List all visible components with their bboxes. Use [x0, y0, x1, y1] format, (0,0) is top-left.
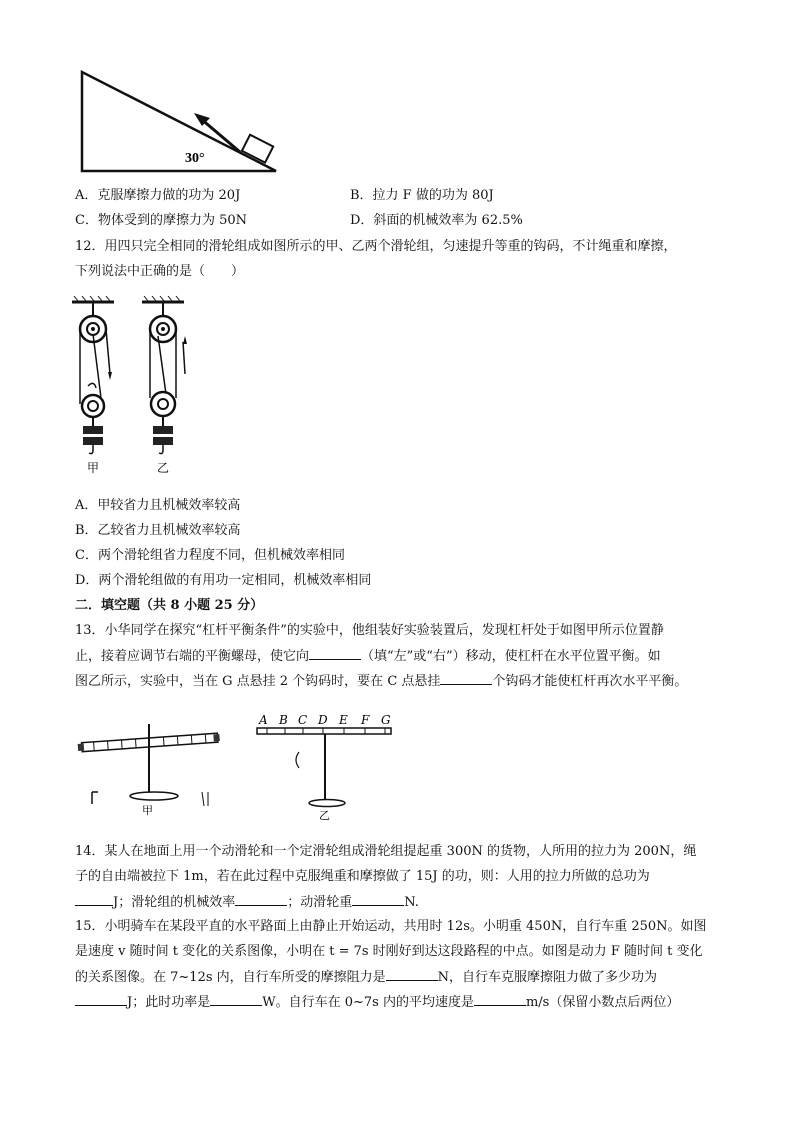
q13-line2-text-a: 止，接着应调节右端的平衡螺母，使它向	[75, 649, 310, 664]
q15-line4-text-a: J；此时功率是	[127, 995, 211, 1010]
q12-option-d: D．两个滑轮组做的有用功一定相同，机械效率相同	[75, 573, 372, 588]
lever-point-g: G	[381, 713, 391, 727]
lever-point-f: F	[361, 713, 370, 727]
q12-option-a: A．甲较省力且机械效率较高	[75, 498, 241, 513]
q14-line3-text-b: ；动滑轮重	[287, 895, 353, 910]
lever-figure-yi	[255, 712, 405, 832]
q11-option-c: C．物体受到的摩擦力为 50N	[75, 213, 247, 228]
q13-stem-line2	[75, 647, 661, 666]
q13-blank-1[interactable]	[309, 647, 361, 660]
lever-point-e: E	[339, 713, 348, 727]
q12-option-c: C．两个滑轮组省力程度不同，但机械效率相同	[75, 548, 345, 563]
q14-blank-1[interactable]	[75, 893, 113, 906]
q14-stem-line1: 14．某人在地面上用一个动滑轮和一个定滑轮组成滑轮组提起重 300N 的货物，人所用的拉力为 200N，绳	[75, 844, 697, 859]
q12-stem-line2: 下列说法中正确的是（ ）	[75, 264, 245, 279]
lever-point-d: D	[318, 713, 328, 727]
q13-line2-text-b: （填“左”或“右”）移动，使杠杆在水平位置平衡。如	[361, 649, 661, 664]
lever-point-b: B	[279, 713, 288, 727]
q15-stem-line2: 是速度 v 随时间 t 变化的关系图像，小明在 t = 7s 时刚好到达这段路程的中点。如图是动力 F 随时间 t 变化	[75, 944, 703, 959]
q11-option-a: A．克服摩擦力做的功为 20J	[75, 188, 241, 203]
incline-figure	[70, 68, 290, 178]
pulley-label-yi: 乙	[157, 461, 170, 475]
q12-stem-line1: 12．用四只完全相同的滑轮组成如图所示的甲、乙两个滑轮组，匀速提升等重的钩码，不计绳重和摩擦，	[75, 239, 677, 254]
q14-line3-text-c: N.	[404, 895, 419, 910]
q15-stem-line4	[75, 993, 679, 1012]
lever-label-jia: 甲	[142, 804, 153, 817]
section-fill-blank-heading: 二．填空题（共 8 小题 25 分）	[75, 598, 264, 613]
lever-point-a: A	[259, 713, 268, 727]
q15-stem-line1: 15．小明骑车在某段平直的水平路面上由静止开始运动，共用时 12s。小明重 450N，自行车重 250N。如图	[75, 919, 707, 934]
q15-stem-line3	[75, 968, 657, 987]
q13-line3-text-a: 图乙所示，实验中，当在 G 点悬挂 2 个钩码时，要在 C 点悬挂	[75, 674, 441, 689]
q11-option-b: B．拉力 F 做的功为 80J	[350, 188, 494, 203]
q13-blank-2[interactable]	[440, 672, 492, 685]
q15-line3-text-a: 的关系图像。在 7~12s 内，自行车所受的摩擦阻力是	[75, 970, 386, 985]
q14-blank-3[interactable]	[352, 893, 404, 906]
pulley-label-jia: 甲	[87, 461, 100, 475]
q15-line4-text-b: W。自行车在 0~7s 内的平均速度是	[262, 995, 474, 1010]
q13-stem-line3	[75, 672, 687, 691]
pulley-figure	[66, 294, 206, 484]
incline-angle-label: 30°	[185, 151, 205, 166]
q13-line3-text-b: 个钩码才能使杠杆再次水平平衡。	[492, 674, 688, 689]
q14-line3-text-a: J；滑轮组的机械效率	[113, 895, 236, 910]
q15-blank-4[interactable]	[474, 993, 526, 1006]
q14-stem-line2: 子的自由端被拉下 1m，若在此过程中克服绳重和摩擦做了 15J 的功，则：人用的拉力所做的总功为	[75, 869, 650, 884]
q11-option-d: D．斜面的机械效率为 62.5%	[350, 213, 523, 228]
lever-point-c: C	[298, 713, 308, 727]
q15-blank-3[interactable]	[210, 993, 262, 1006]
q12-option-b: B．乙较省力且机械效率较高	[75, 523, 241, 538]
q15-line3-text-b: N，自行车克服摩擦阻力做了多少功为	[437, 970, 658, 985]
q13-stem-line1: 13．小华同学在探究“杠杆平衡条件”的实验中，他组装好实验装置后，发现杠杆处于如图甲所示位置静	[75, 623, 664, 638]
q15-line4-text-c: m/s（保留小数点后两位）	[525, 995, 680, 1010]
q14-blank-2[interactable]	[235, 893, 287, 906]
q14-stem-line3	[75, 893, 419, 912]
q15-blank-1[interactable]	[386, 968, 438, 981]
q15-blank-2[interactable]	[75, 993, 127, 1006]
lever-figure-jia	[74, 716, 224, 836]
lever-label-yi: 乙	[319, 809, 330, 822]
